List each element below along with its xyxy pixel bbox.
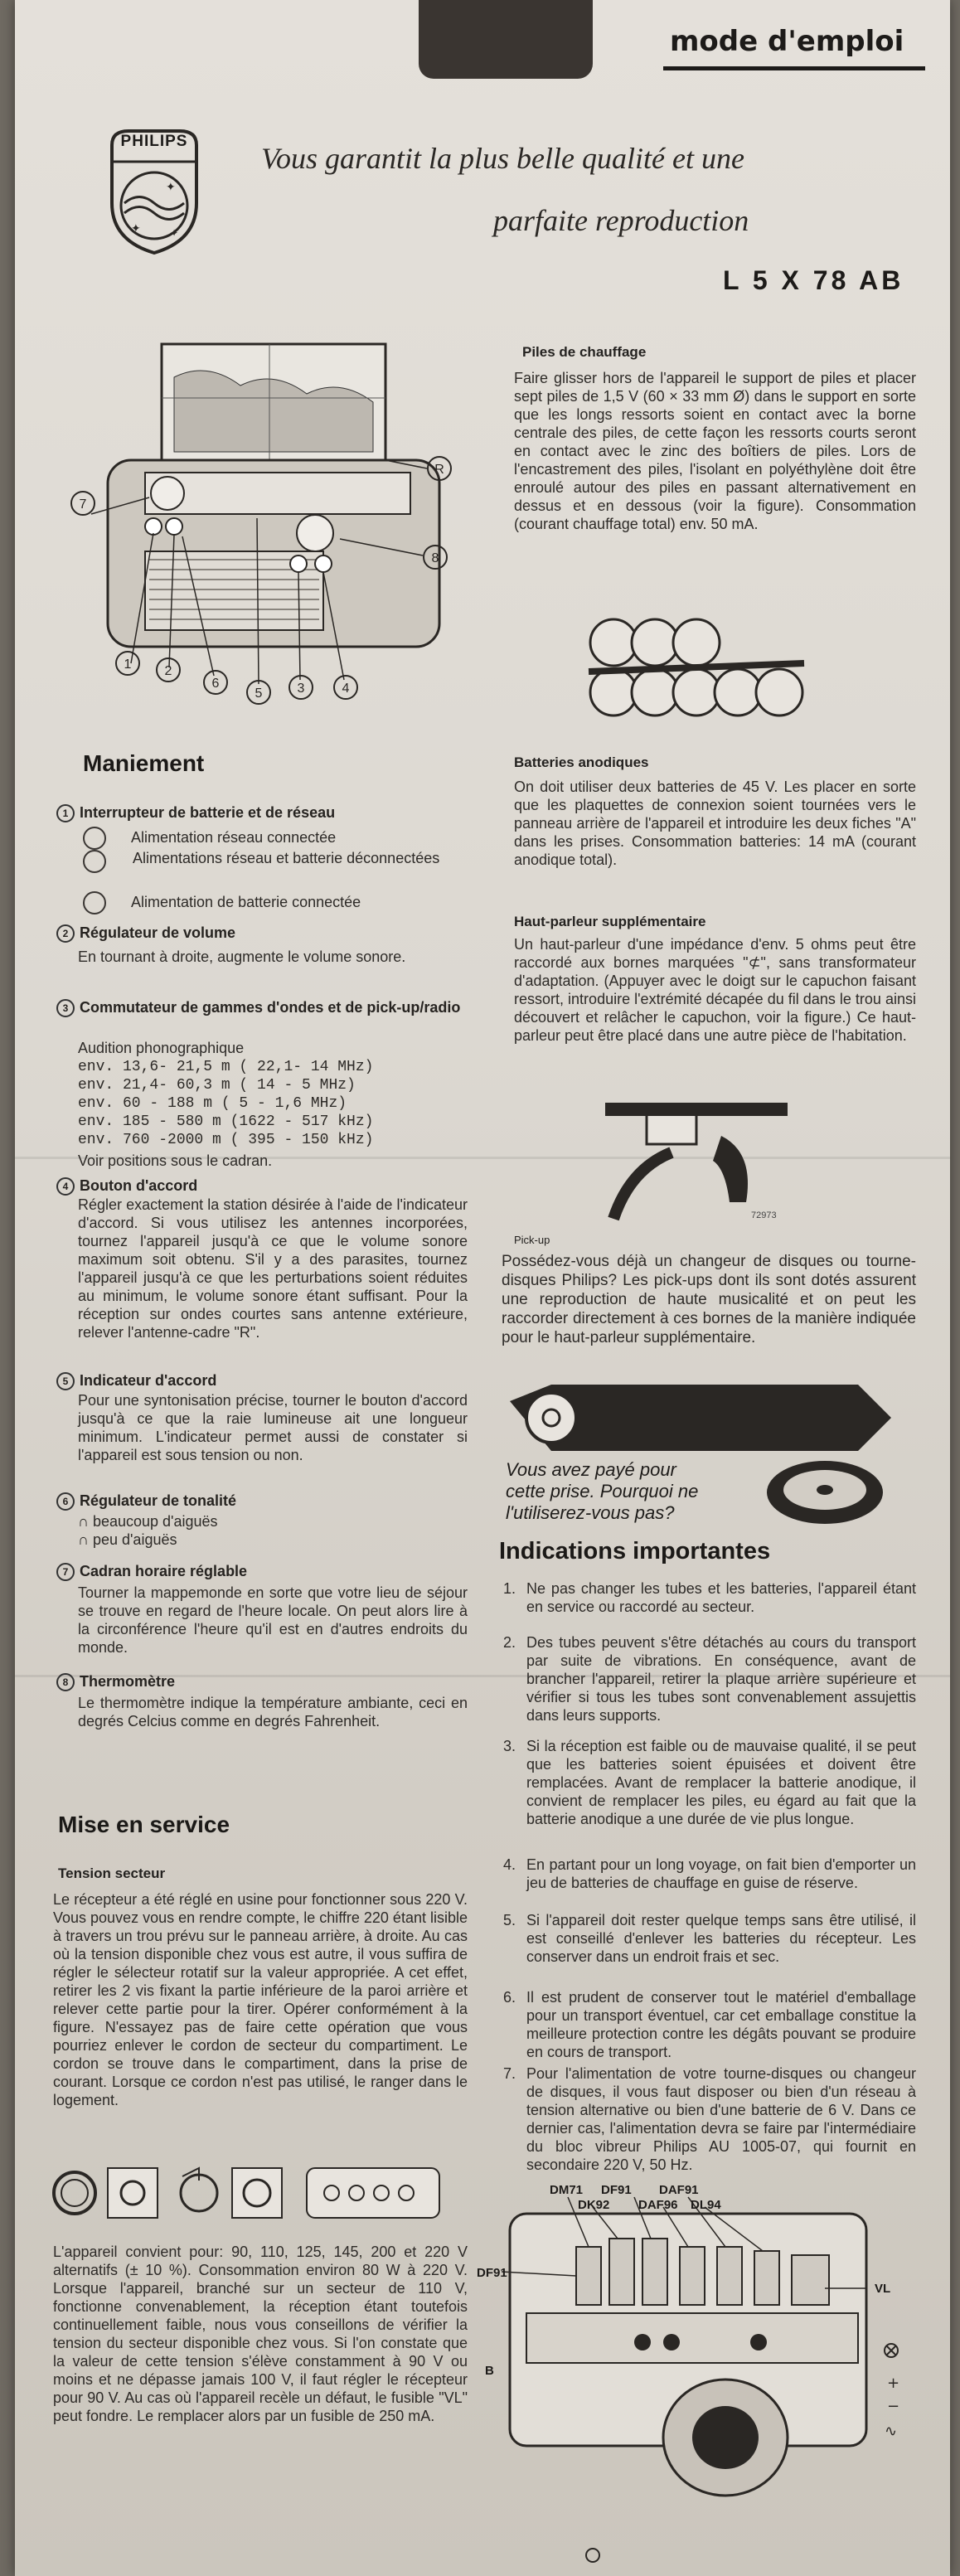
item-title-7: 7 Cadran horaire réglable	[56, 1563, 247, 1581]
brand-name: PHILIPS	[120, 133, 188, 150]
figure-code: 72973	[751, 1210, 777, 1220]
svg-text:✦: ✦	[131, 221, 141, 235]
chassis-tube-diagram	[477, 2172, 928, 2570]
item-text-5: Pour une syntonisation précise, tourner le bouton d'accord jusqu'à ce que la raie lumineuse ait une longueur minimum. L'indicateur permet aussi de constater si l'appareil est sous tension ou non.	[78, 1392, 468, 1463]
tone-option: ∩ peu d'aiguës	[78, 1531, 177, 1548]
svg-text:+: +	[887, 2375, 900, 2392]
tube-label: DL94	[691, 2198, 721, 2212]
tube-label: DF91	[601, 2183, 632, 2197]
svg-text:✦: ✦	[166, 180, 176, 193]
page-title: mode d'emploi	[670, 25, 904, 58]
indication-item: 7. Pour l'alimentation de votre tourne-disques ou changeur de disques, il vous faut disposer ou bien d'un réseau à tension alternative ou bien d'une batterie de 6 V. Dans ce dernier cas, l'alimentation devra se faire par l'intermédiaire du bloc vibreur Philips AU 1005-07, qui fournit en secondaire 220 V, 50 Hz.	[503, 2065, 916, 2173]
slogan-line-2: parfaite reproduction	[493, 204, 749, 237]
tube-label: DM71	[550, 2183, 584, 2197]
figure-label-5: 5	[255, 686, 263, 701]
section-title-mise: Mise en service	[58, 1812, 230, 1837]
subtitle-pickup: Pick-up	[514, 1234, 550, 1246]
figure-label-3: 3	[297, 682, 305, 696]
model-number: L 5 X 78 AB	[723, 265, 904, 295]
subtitle-haut-parleur: Haut-parleur supplémentaire	[514, 914, 706, 929]
slogan-line-1: Vous garantit la plus belle qualité et une	[261, 142, 744, 175]
indication-item: 3. Si la réception est faible ou de mauvaise qualité, il se peut que les batteries soient épuisées et doivent être remplacées. Avant de remplacer la batterie anodique, il convient de remplacer les piles, eu égard au fait que la batterie anodique a une durée de vie plus longue.	[503, 1738, 916, 1827]
item-text-2: En tournant à droite, augmente le volume sonore.	[78, 948, 406, 965]
subtitle-piles: Piles de chauffage	[522, 344, 647, 360]
item-title-5: 5 Indicateur d'accord	[56, 1372, 216, 1390]
item-text-4: Régler exactement la station désirée à l'aide de l'indicateur d'accord. Si vous utilisez les antennes incorporées, tournez l'appareil jusqu'à ce que le volume sonore maximum soit obtenu. S'il y a des parasites, tournez l'appareil jusqu'à ce que les perturbations soient réduites au minimum, le volume sonore étant suffisant. Pour la réception sur ondes courtes sans antenne extérieure, relever l'antenne-cadre "R".	[78, 1196, 468, 1341]
item-end-3: Voir positions sous le cadran.	[78, 1152, 273, 1169]
selector-steps-illustration	[46, 2156, 452, 2230]
svg-text:✦: ✦	[170, 227, 179, 239]
indication-item: 1. Ne pas changer les tubes et les batteries, l'appareil étant en service ou raccordé au secteur.	[503, 1580, 916, 1615]
band-row: env. 60 - 188 m ( 5 - 1,6 MHz)	[78, 1095, 347, 1112]
indication-item: 4. En partant pour un long voyage, on fait bien d'emporter un jeu de batteries de chauffage en guise de réserve.	[503, 1856, 916, 1891]
svg-text:∿: ∿	[885, 2423, 898, 2440]
tube-label: DF91	[477, 2266, 507, 2280]
figure-label-2: 2	[164, 664, 172, 678]
item-title-8: 8 Thermomètre	[56, 1673, 175, 1691]
subtitle-batteries: Batteries anodiques	[514, 754, 649, 770]
promo-line-1: Vous avez payé pour	[506, 1459, 676, 1480]
item-text-7: Tourner la mappemonde en sorte que votre lieu de séjour se trouve en regard de l'heure locale. On peut alors lire à la circonférence l'heure qu'il est en d'autres endroits du monde.	[78, 1584, 468, 1656]
band-row: env. 185 - 580 m (1622 - 517 kHz)	[78, 1113, 374, 1130]
item-title-1: 1 Interrupteur de batterie et de réseau	[56, 804, 335, 822]
piles-text: Faire glisser hors de l'appareil le support de piles et placer sept piles de 1,5 V (60 × 33 mm Ø) dans le support en sorte que les longs ressorts soient en contact avec la borne centrale des piles, de cette façon les ressorts courts seront en contact avec le zinc des boîtiers de piles. Lors de l'encastrement des piles, l'isolant en polyéthylène doit être enroulé autour des piles en passant alternativement en dessus et en dessous (voir la figure). Consommation (courant chauffage total) env. 50 mA.	[514, 370, 916, 532]
figure-label-7: 7	[79, 497, 87, 512]
svg-text:−: −	[887, 2398, 900, 2415]
tension-text: Le récepteur a été réglé en usine pour fonctionner sous 220 V. Vous pouvez vous en rendre compte, le chiffre 220 étant lisible à travers un trou prévu sur le panneau arrière, à droite. Au cas où la tension disponible chez vous est autre, il vous suffira de régler le sélecteur rotatif sur la valeur appropriée. A cet effet, retirer les 2 vis fixant la partie inférieure de la paroi arrière et relever cette partie pour la tirer. Opérer conformément à la figure. N'essayez pas de faire cette opération que vous pourriez enlever le cordon de secteur du compartiment. Le cordon se trouve dans le compartiment, dans la prise de courant. Lorsque ce cordon n'est pas utilisé, le ranger dans le logement.	[53, 1891, 468, 2108]
voltage-text: L'appareil convient pour: 90, 110, 125, 145, 200 et 220 V alternatifs (± 10 %). Consommation environ 80 W à 220 V. Lorsque l'appareil, branché sur un secteur de 110 V, fonctionne convenablement, la réception étant toutefois continuellement faible, nous vous conseillons de vérifier la tension du secteur disponible chez vous. Si l'on constate que la valeur de cette tension s'élève constamment à 90 V ou moins et ne dépasse jamais 100 V, il faut régler le récepteur pour 90 V. Au cas où l'appareil recèle un défaut, le fusible "VL" peut fondre. Le remplacer alors par un fusible de 250 mA.	[53, 2244, 468, 2424]
speaker-terminal-illustration	[597, 1094, 804, 1227]
item-title-6: 6 Régulateur de tonalité	[56, 1492, 236, 1511]
tube-label: DK92	[578, 2198, 610, 2212]
band-row: env. 21,4- 60,3 m ( 14 - 5 MHz)	[78, 1077, 356, 1094]
figure-label-r: R	[434, 463, 444, 477]
tube-label: DAF96	[638, 2198, 678, 2212]
section-title-indications: Indications importantes	[499, 1538, 771, 1565]
section-title-maniement: Maniement	[83, 750, 205, 776]
figure-label-1: 1	[124, 657, 132, 672]
subtitle-tension: Tension secteur	[58, 1865, 166, 1881]
batteries-illustration	[580, 605, 812, 730]
indication-item: 2. Des tubes peuvent s'être détachés au cours du transport par suite de vibrations. En conséquence, avant de brancher l'appareil, retirer la plaque arrière supérieure et vérifier si tous les tubes sont convenablement assujettis dans leurs supports.	[503, 1634, 916, 1724]
tube-label: VL	[875, 2282, 891, 2296]
item-sub-3: Audition phonographique	[78, 1040, 245, 1056]
figure-label-6: 6	[211, 677, 220, 691]
item-title-3: 3 Commutateur de gammes d'ondes et de pick-up/radio	[56, 999, 463, 1017]
item-title-2: 2 Régulateur de volume	[56, 924, 235, 943]
figure-label-8: 8	[431, 551, 439, 565]
title-rule	[663, 66, 925, 70]
band-row: env. 13,6- 21,5 m ( 22,1- 14 MHz)	[78, 1059, 374, 1075]
batteries-text: On doit utiliser deux batteries de 45 V. Les placer en sorte que les plaquettes de connexion soient tournées vers le panneau arrière de l'appareil et introduire les deux fiches "A" dans les prises. Consommation batteries: 14 mA (courant anodique total).	[514, 779, 916, 868]
radio-illustration	[58, 327, 473, 717]
option-line: Alimentation réseau connectée	[83, 827, 336, 850]
figure-label-4: 4	[342, 682, 350, 696]
tube-label: DAF91	[659, 2183, 699, 2197]
item-title-4: 4 Bouton d'accord	[56, 1177, 197, 1196]
promo-line-3: l'utiliserez-vous pas?	[506, 1502, 675, 1523]
tube-label: B	[485, 2364, 494, 2378]
indication-item: 5. Si l'appareil doit rester quelque temps sans être utilisé, il est conseillé d'enlever les batteries du récepteur. Les conserver dans un endroit frais et sec.	[503, 1912, 916, 1965]
haut-parleur-text: Un haut-parleur d'une impédance d'env. 5 ohms peut être raccordé aux bornes marquées "⊄", sans transformateur d'adaptation. (Appuyer avec le doigt sur le capuchon faisant ressort, introduire l'extrémité décapée du fil dans le trou ainsi découvert et relâcher le capuchon, voir la figure.) Ce haut-parleur peut être placé dans une autre pièce de l'habitation.	[514, 936, 916, 1044]
option-line: Alimentations réseau et batterie déconnectées	[83, 850, 473, 873]
tone-option: ∩ beaucoup d'aiguës	[78, 1513, 218, 1530]
item-text-8: Le thermomètre indique la température ambiante, ceci en degrés Celcius comme en degrés Fahrenheit.	[78, 1695, 468, 1729]
promo-line-2: cette prise. Pourquoi ne	[506, 1481, 699, 1501]
indication-item: 6. Il est prudent de conserver tout le matériel d'emballage pour un transport éventuel, car cet emballage constitue la meilleure protection contre les dégâts pouvant se produire en cours de transport.	[503, 1989, 916, 2060]
pickup-text: Possédez-vous déjà un changeur de disques ou tourne-disques Philips? Les pick-ups dont ils sont dotés assurent une reproduction de haute musicalité et on peut les raccorder directement à ces bornes de la manière indiquée pour le haut-parleur supplémentaire.	[502, 1253, 916, 1346]
band-row: env. 760 -2000 m ( 395 - 150 kHz)	[78, 1132, 374, 1148]
binder-clip	[419, 0, 593, 79]
option-line: Alimentation de batterie connectée	[83, 891, 361, 914]
